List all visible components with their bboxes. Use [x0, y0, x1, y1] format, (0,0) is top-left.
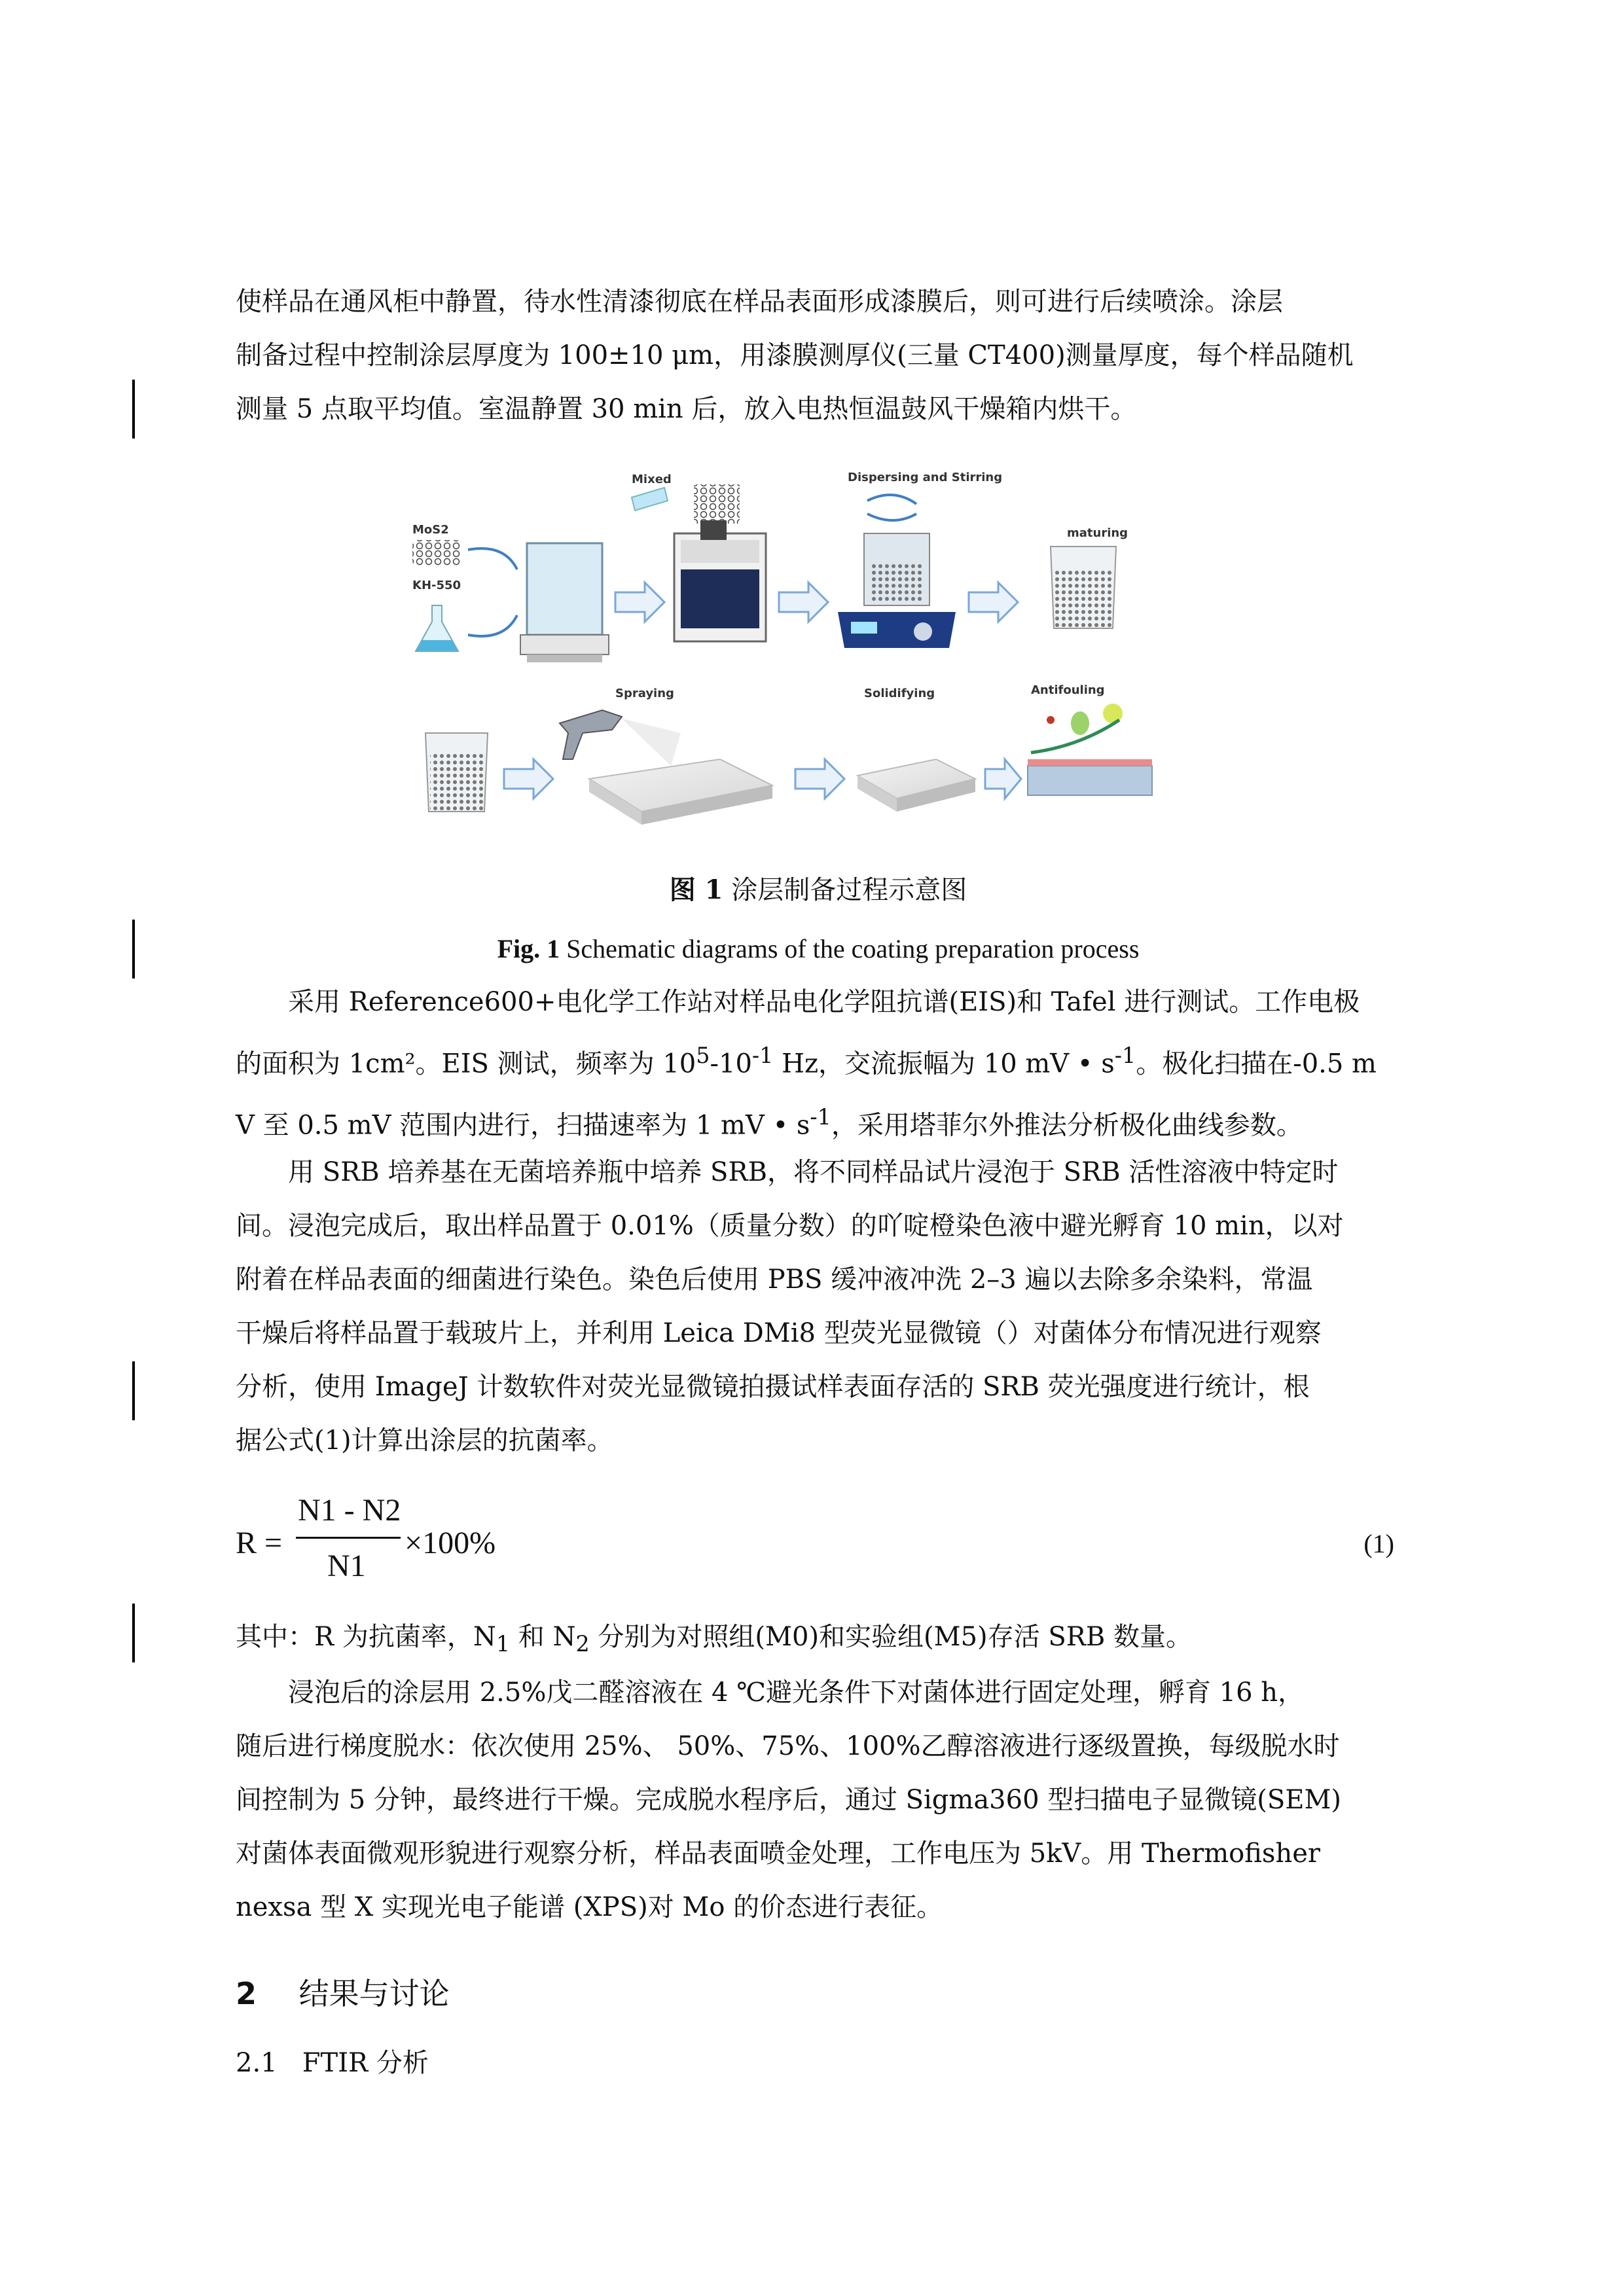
text-line: 采用 Reference600+电化学工作站对样品电化学阻抗谱(EIS)和 Tafel 进行测试。工作电极	[288, 987, 1360, 1017]
process-arrow-icon	[779, 583, 828, 622]
revision-bar	[132, 380, 135, 439]
eis-paragraph	[236, 975, 1401, 1153]
arrow-icon	[468, 615, 517, 636]
label-mos2: MoS2	[412, 523, 449, 537]
magnetic-stirrer-icon	[838, 495, 956, 648]
ultrasonic-cleaner-icon	[632, 484, 766, 641]
figure-caption-cn-text: 涂层制备过程示意图	[731, 875, 967, 905]
equation-denominator: N1	[327, 1549, 366, 1583]
figure-caption-cn	[236, 870, 1401, 910]
text-line: 干燥后将样品置于载玻片上，并利用 Leica DMi8 型荧光显微镜（）对菌体分布情况进行观察	[236, 1318, 1322, 1348]
equation-numerator: N1 - N2	[298, 1493, 401, 1528]
text-line: 随后进行梯度脱水：依次使用 25%、 50%、75%、100%乙醇溶液进行逐级置换，每级脱水时	[236, 1731, 1340, 1761]
label-dispersing: Dispersing and Stirring	[848, 471, 1003, 484]
beaker-icon	[1051, 547, 1116, 628]
revision-bar	[132, 1604, 135, 1662]
equation-rhs: ×100%	[405, 1526, 496, 1560]
revision-bar	[132, 1361, 135, 1420]
text-line: 间。浸泡完成后，取出样品置于 0.01%（质量分数）的吖啶橙染色液中避光孵育 10 min，以对	[236, 1211, 1344, 1241]
text-line: 分析，使用 ImageJ 计数软件对荧光显微镜拍摄试样表面存活的 SRB 荧光强度进行统计，根	[236, 1372, 1310, 1402]
text-line: V 至 0.5 mV 范围内进行，扫描速率为 1 mV • $s^{-1}$，采用塔菲尔外推法分析极化曲线参数。	[236, 1104, 1303, 1141]
srb-paragraph	[236, 1145, 1401, 1467]
spray-gun-icon	[560, 710, 681, 766]
balance-icon	[520, 543, 609, 662]
text-line: 用 SRB 培养基在无菌培养瓶中培养 SRB，将不同样品试片浸泡于 SRB 活性溶液中特定时	[288, 1157, 1339, 1187]
text-line: 据公式(1)计算出涂层的抗菌率。	[236, 1426, 613, 1456]
text-line: 制备过程中控制涂层厚度为 100±10 μm，用漆膜测厚仪(三量 CT400)测量厚度，每个样品随机	[236, 340, 1354, 370]
flask-icon	[416, 605, 458, 651]
figure-number-cn: 图 1	[669, 874, 723, 905]
text-line: 测量 5 点取平均值。室温静置 30 min 后，放入电热恒温鼓风干燥箱内烘干。	[236, 394, 1137, 424]
text-line: nexsa 型 X 实现光电子能谱 (XPS)对 Mo 的价态进行表征。	[236, 1892, 943, 1922]
text-line: 浸泡后的涂层用 2.5%戊二醛溶液在 4 ℃避光条件下对菌体进行固定处理，孵育 16 h，	[288, 1677, 1305, 1708]
equation-lhs: R =	[236, 1526, 283, 1560]
process-arrow-icon	[969, 583, 1018, 622]
label-mixed: Mixed	[632, 473, 672, 486]
revision-bar	[132, 920, 135, 978]
intro-paragraph	[236, 275, 1401, 436]
text-line: 使样品在通风柜中静置，待水性清漆彻底在样品表面形成漆膜后，则可进行后续喷涂。涂层	[236, 287, 1283, 317]
schematic-figure	[406, 471, 1165, 838]
process-arrow-icon	[985, 759, 1021, 798]
subsection-heading: 2.1 FTIR 分析	[236, 2048, 429, 2078]
beaker-icon	[425, 733, 488, 812]
text-line: 对菌体表面微观形貌进行观察分析，样品表面喷金处理，工作电压为 5kV。用 Thermofisher	[236, 1839, 1321, 1869]
text-line: 间控制为 5 分钟，最终进行干燥。完成脱水程序后，通过 Sigma360 型扫描电子显微镜(SEM)	[236, 1785, 1342, 1815]
antifouling-icon	[1028, 704, 1152, 795]
text-line: 其中：R 为抗菌率，$N_1$ 和 $N_2$ 分别为对照组(M0)和实验组(M5)存活 SRB 数量。	[236, 1622, 1193, 1657]
label-antifouling: Antifouling	[1031, 683, 1105, 697]
where-paragraph	[236, 1610, 1401, 1671]
arrow-icon	[468, 548, 517, 569]
schematic-diagram	[406, 471, 1165, 838]
figure-number-en: Fig. 1	[497, 934, 560, 963]
section-number: 2	[236, 1976, 257, 2011]
figure-caption-en	[236, 929, 1401, 969]
text-line: 附着在样品表面的细菌进行染色。染色后使用 PBS 缓冲液冲洗 2–3 遍以去除多余染料，常温	[236, 1265, 1313, 1295]
section-heading	[236, 1970, 450, 2013]
label-solidifying: Solidifying	[864, 687, 935, 700]
mos2-powder-icon	[412, 540, 461, 566]
figure-caption-en-text: Schematic diagrams of the coating preparation process	[566, 934, 1140, 963]
process-arrow-icon	[795, 759, 844, 798]
process-arrow-icon	[615, 583, 664, 622]
fraction-bar	[296, 1537, 401, 1539]
equation-1	[236, 1492, 1401, 1597]
text-line: 的面积为 1cm²。EIS 测试，频率为 $10^5-10^{-1}$ Hz，交流振幅为 10 mV • $s^{-1}$。极化扫描在-0.5 m	[236, 1043, 1377, 1079]
equation-number: (1)	[1363, 1529, 1394, 1558]
sem-paragraph	[236, 1666, 1401, 1934]
label-maturing: maturing	[1067, 526, 1128, 540]
label-kh550: KH-550	[412, 579, 461, 592]
label-spraying: Spraying	[615, 687, 674, 700]
process-arrow-icon	[504, 759, 553, 798]
section-title: 结果与讨论	[298, 1976, 450, 2011]
